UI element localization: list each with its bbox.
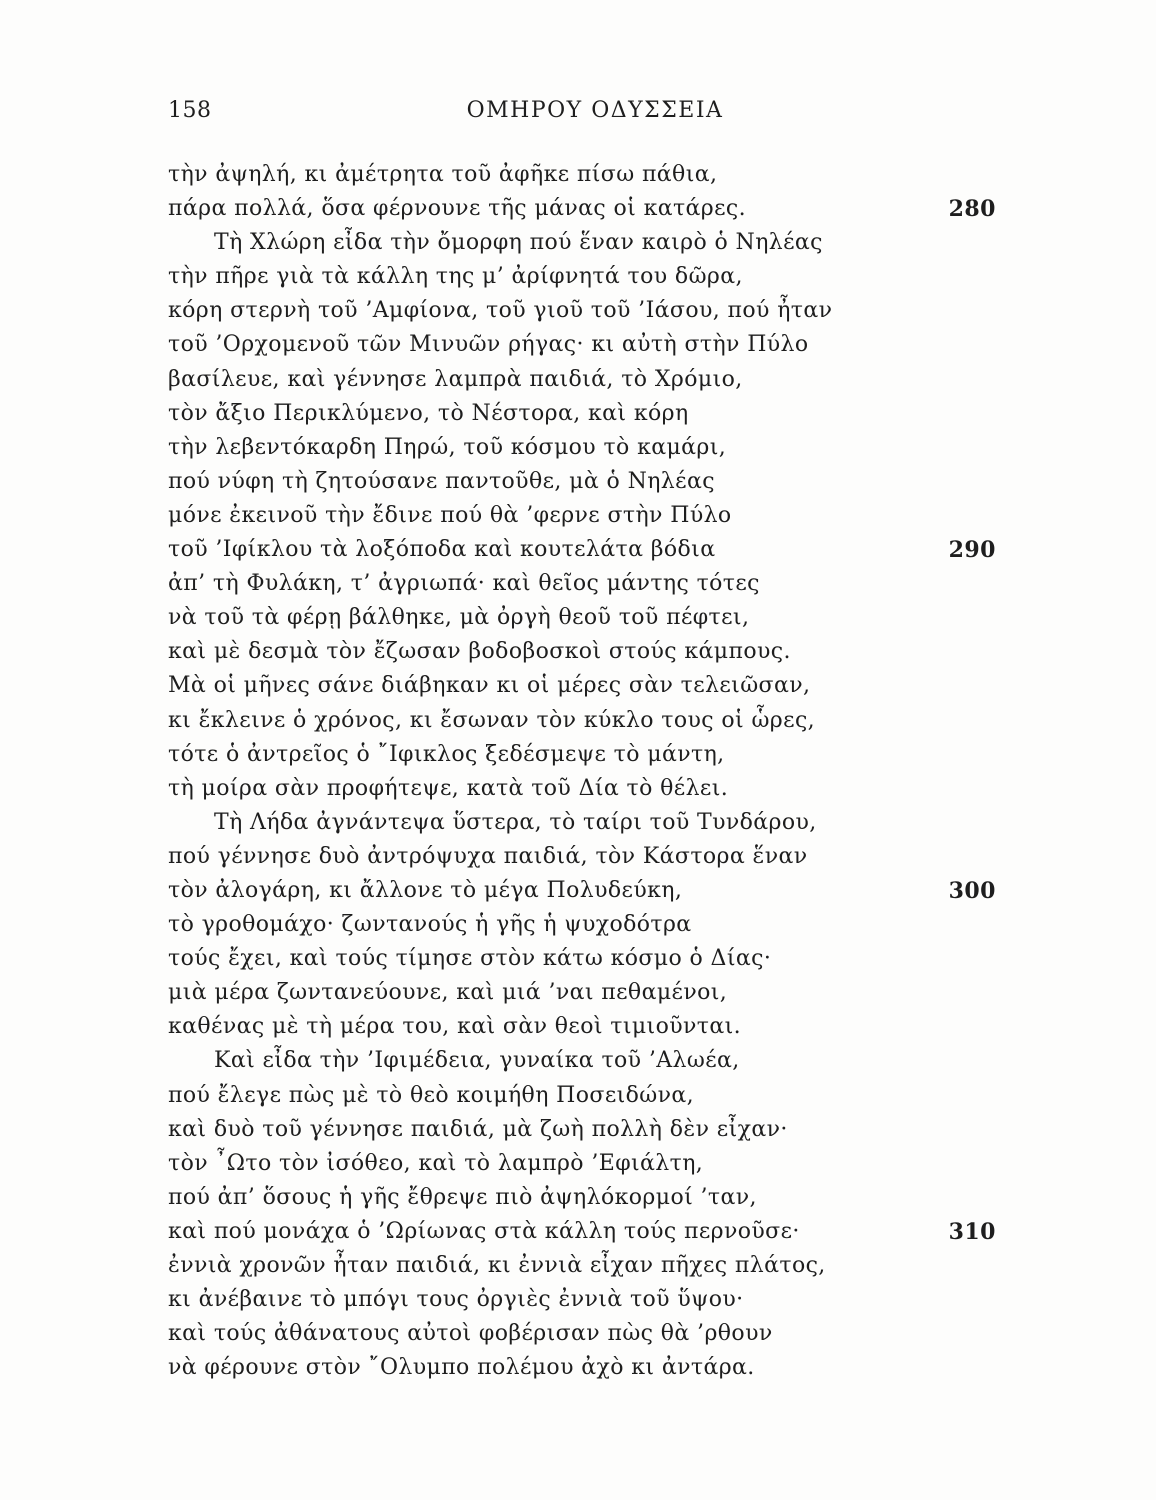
verse-line	[0, 567, 1156, 601]
verse-line	[0, 908, 1156, 942]
verse-text: νὰ τοῦ τὰ φέρῃ βάλθηκε, μὰ ὀργὴ θεοῦ τοῦ πέφτει,	[168, 605, 750, 631]
verse-line	[0, 260, 1156, 294]
verse-text: πού γέννησε δυὸ ἀντρόψυχα παιδιά, τὸν Κάστορα ἕναν	[168, 843, 808, 869]
verse-text: καὶ τούς ἀθάνατους αὐτοὶ φοβέρισαν πὼς θὰ ’ρθουν	[168, 1321, 773, 1347]
verse-text: κι ἔκλεινε ὁ χρόνος, κι ἔσωναν τὸν κύκλο τους οἱ ὧρες,	[168, 707, 816, 733]
verse-line	[0, 328, 1156, 362]
verse-line	[0, 226, 1156, 260]
verse-line	[0, 1317, 1156, 1351]
verse-line	[0, 294, 1156, 328]
verse-text: τὴν λεβεντόκαρδη Πηρώ, τοῦ κόσμου τὸ καμάρι,	[168, 434, 727, 460]
verse-text: τὴν ἀψηλή, κι ἀμέτρητα τοῦ ἀφῆκε πίσω πάθια,	[168, 162, 718, 187]
verse-line	[0, 431, 1156, 465]
verse-line	[0, 942, 1156, 976]
verse-line	[0, 1010, 1156, 1044]
verse-line	[0, 601, 1156, 635]
verse-text: πού ἔλεγε πὼς μὲ τὸ θεὸ κοιμήθη Ποσειδώνα,	[168, 1082, 695, 1108]
verse-text: καὶ πού μονάχα ὁ ’Ωρίωνας στὰ κάλλη τούς περνοῦσε·	[168, 1218, 800, 1244]
verse-text: τὸ γροθομάχο· ζωντανούς ἡ γῆς ἡ ψυχοδότρα	[168, 912, 692, 938]
verse-text: καὶ δυὸ τοῦ γέννησε παιδιά, μὰ ζωὴ πολλὴ δὲν εἶχαν·	[168, 1116, 788, 1142]
verse-text: καὶ μὲ δεσμὰ τὸν ἔζωσαν βοδοβοσκοὶ στούς κάμπους.	[168, 639, 791, 665]
verse-line	[0, 669, 1156, 703]
verse-text: τὴ μοίρα σὰν προφήτεψε, κατὰ τοῦ Δία τὸ θέλει.	[168, 775, 729, 801]
verse-text: ἀπ’ τὴ Φυλάκη, τ’ ἀγριωπά· καὶ θεῖος μάντης τότες	[168, 571, 760, 597]
verse-line	[0, 533, 1156, 567]
verse-line	[0, 806, 1156, 840]
verse-line	[0, 363, 1156, 397]
verse-text: τὸν ῏Ωτο τὸν ἰσόθεο, καὶ τὸ λαμπρὸ ’Εφιάλτη,	[168, 1150, 704, 1176]
verse-line	[0, 635, 1156, 669]
verse-line	[0, 1044, 1156, 1078]
verse-text: Τὴ Χλώρη εἶδα τὴν ὄμορφη πού ἕναν καιρὸ ὁ Νηλέας	[214, 230, 823, 256]
verse-line	[0, 397, 1156, 431]
verse-text: πού ἀπ’ ὅσους ἡ γῆς ἔθρεψε πιὸ ἀψηλόκορμοί ’ταν,	[168, 1184, 757, 1210]
verse-number: 280	[948, 196, 996, 223]
verse-text: κόρη στερνὴ τοῦ ’Αμφίονα, τοῦ γιοῦ τοῦ ’Ιάσου, πού ἦταν	[168, 298, 833, 324]
verse-text: βασίλευε, καὶ γέννησε λαμπρὰ παιδιά, τὸ Χρόμιο,	[168, 366, 743, 392]
page-number: 158	[168, 98, 212, 123]
verse-line	[0, 158, 1156, 192]
verse-text: μιὰ μέρα ζωντανεύουνε, καὶ μιά ’ναι πεθαμένοι,	[168, 980, 728, 1006]
verse-text: τοῦ ’Ιφίκλου τὰ λοξόποδα καὶ κουτελάτα βόδια	[168, 537, 716, 563]
verse-line	[0, 840, 1156, 874]
verse-line	[0, 499, 1156, 533]
verse-text: πού νύφη τὴ ζητούσανε παντοῦθε, μὰ ὁ Νηλέας	[168, 468, 715, 494]
verse-line	[0, 1079, 1156, 1113]
verse-line	[0, 976, 1156, 1010]
verse-text: Μὰ οἱ μῆνες σάνε διάβηκαν κι οἱ μέρες σὰν τελειῶσαν,	[168, 673, 811, 699]
verse-text: μόνε ἐκεινοῦ τὴν ἔδινε πού θὰ ’φερνε στὴν Πύλο	[168, 502, 732, 528]
verse-line	[0, 1283, 1156, 1317]
verse-text: τότε ὁ ἀντρεῖος ὁ ῎Ιφικλος ξεδέσμεψε τὸ μάντη,	[168, 741, 725, 767]
verse-text: Καὶ εἶδα τὴν ’Ιφιμέδεια, γυναίκα τοῦ ’Αλωέα,	[214, 1048, 740, 1074]
verse-text: κι ἀνέβαινε τὸ μπόγι τους ὀργιὲς ἐννιὰ τοῦ ὕψου·	[168, 1287, 744, 1313]
verse-line	[0, 1215, 1156, 1249]
verse-text: νὰ φέρουνε στὸν ῎Ολυμπο πολέμου ἀχὸ κι ἀντάρα.	[168, 1355, 755, 1381]
verse-line	[0, 1113, 1156, 1147]
verse-number: 310	[948, 1218, 996, 1245]
verse-line	[0, 704, 1156, 738]
verse-number: 290	[948, 537, 996, 564]
verse-line	[0, 1351, 1156, 1385]
verse-line	[0, 192, 1156, 226]
verse-text: τὸν ἀλογάρη, κι ἄλλονε τὸ μέγα Πολυδεύκη,	[168, 877, 683, 903]
verse-line	[0, 772, 1156, 806]
verse-text: Τὴ Λήδα ἀγνάντεψα ὕστερα, τὸ ταίρι τοῦ Τυνδάρου,	[214, 809, 817, 835]
verse-line	[0, 1147, 1156, 1181]
verse-line	[0, 738, 1156, 772]
verse-text: πάρα πολλά, ὅσα φέρνουνε τῆς μάνας οἱ κατάρες.	[168, 196, 747, 222]
verse-line	[0, 465, 1156, 499]
verse-text: τὴν πῆρε γιὰ τὰ κάλλη της μ’ ἀρίφνητά του δῶρα,	[168, 264, 743, 290]
verse-text: καθένας μὲ τὴ μέρα του, καὶ σὰν θεοὶ τιμιοῦνται.	[168, 1014, 742, 1040]
verse-line	[0, 1249, 1156, 1283]
verse-text: τὸν ἄξιο Περικλύμενο, τὸ Νέστορα, καὶ κόρη	[168, 400, 689, 426]
verse-number: 300	[948, 877, 996, 904]
verse-text: ἐννιὰ χρονῶν ἦταν παιδιά, κι ἐννιὰ εἶχαν πῆχες πλάτος,	[168, 1253, 826, 1278]
verse-text: τούς ἔχει, καὶ τούς τίμησε στὸν κάτω κόσμο ὁ Δίας·	[168, 946, 772, 972]
verse-line	[0, 874, 1156, 908]
verse-list	[0, 158, 1156, 1385]
verse-text: τοῦ ’Ορχομενοῦ τῶν Μινυῶν ρήγας· κι αὐτὴ στὴν Πύλο	[168, 332, 809, 358]
running-head: ΟΜΗΡΟΥ ΟΔΥΣΣΕΙΑ	[466, 98, 724, 123]
verse-line	[0, 1181, 1156, 1215]
